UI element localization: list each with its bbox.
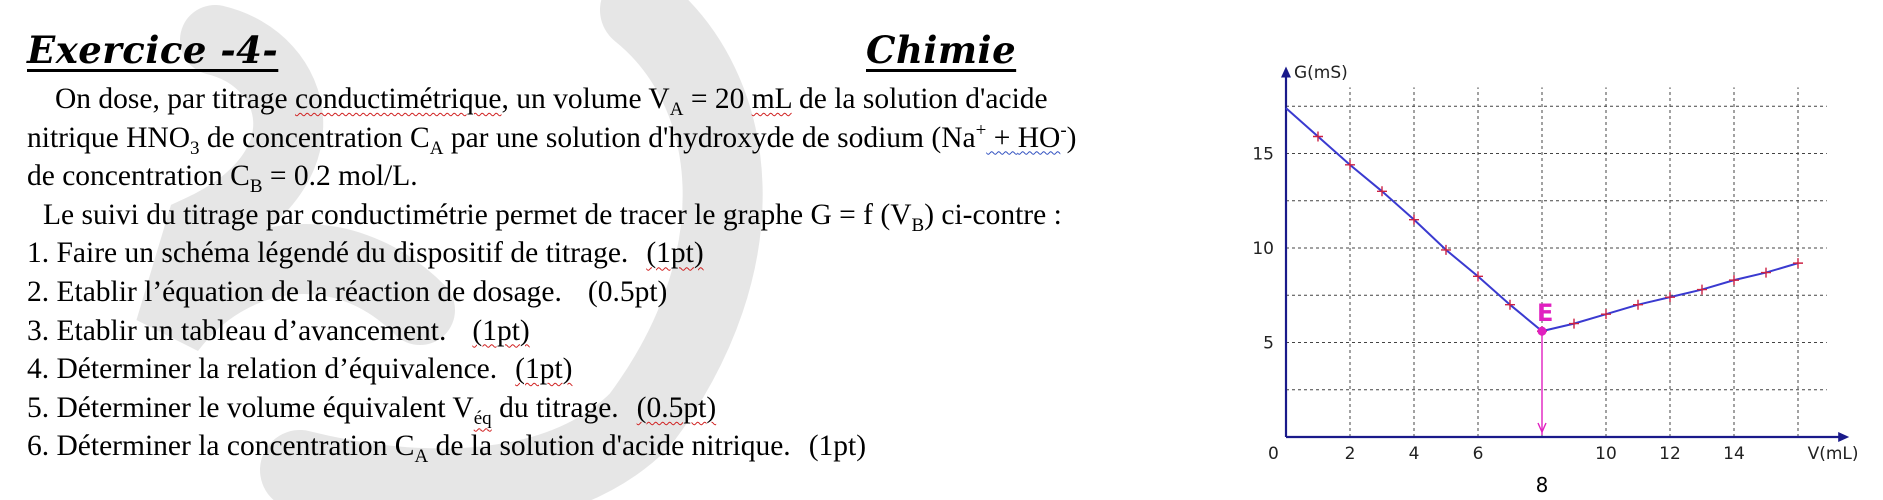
- equivalence-label: E: [1537, 299, 1554, 328]
- data-point-marker: [1665, 292, 1675, 302]
- x-tick-label: 14: [1723, 444, 1745, 464]
- intro-line-3: de concentration $C_B = 0.2$ mol/L.: [27, 160, 418, 198]
- question-points: (1pt): [472, 314, 530, 347]
- intro-line-2: nitrique $HNO_3$ de concentration $C_A$ par une solution d'hydroxyde de sodium (Na+ + HO-): [27, 119, 1077, 159]
- x-axis-arrow: [1838, 432, 1849, 442]
- data-point-marker: [1761, 268, 1771, 278]
- y-tick-label: 5: [1263, 333, 1274, 354]
- x-tick-label: 4: [1408, 444, 1420, 464]
- x-tick-label: 10: [1595, 444, 1617, 464]
- exercise-statement: [27, 80, 1237, 466]
- question-points: (0.5pt): [636, 391, 717, 424]
- question-points: (0.5pt): [587, 275, 668, 308]
- data-point-marker: [1729, 275, 1739, 285]
- y-tick-label: 15: [1252, 144, 1274, 165]
- data-point-marker: [1633, 300, 1643, 310]
- data-point-marker: [1793, 258, 1803, 268]
- x-tick-label: 6: [1472, 444, 1484, 464]
- data-point-marker: [1569, 319, 1579, 329]
- x-tick-label: 2: [1344, 444, 1356, 464]
- subject-title: Chimie: [866, 28, 1017, 72]
- equivalence-x-label: 8: [1535, 473, 1549, 497]
- intro-line-1: On dose, par titrage conductimétrique, un volume $V_A = 20$ mL de la solution d'acide: [55, 83, 1048, 120]
- x-tick-label: 0: [1268, 444, 1279, 464]
- exercise-title: Exercice -4-: [27, 28, 279, 72]
- equivalence-point: [1538, 327, 1547, 336]
- question-2: 2. Etablir l’équation de la réaction de dosage. (0.5pt): [27, 275, 668, 308]
- y-tick-label: 10: [1252, 239, 1274, 259]
- y-axis-label: G(mS): [1294, 62, 1348, 83]
- question-4: 4. Déterminer la relation d’équivalence. (1pt): [27, 353, 573, 386]
- question-points: (1pt): [808, 430, 867, 463]
- y-axis-arrow: [1281, 67, 1291, 78]
- data-point-marker: [1601, 309, 1611, 319]
- question-6: 6. Déterminer la concentration $C_A$ de la solution d'acide nitrique. (1pt): [27, 430, 867, 468]
- conductance-graph: [1236, 60, 1859, 500]
- question-3: 3. Etablir un tableau d’avancement. (1pt): [27, 314, 530, 347]
- question-1: 1. Faire un schéma légendé du dispositif de titrage. (1pt): [27, 237, 704, 270]
- x-axis-label: V(mL): [1807, 444, 1859, 464]
- question-points: (1pt): [515, 353, 573, 386]
- x-tick-label: 12: [1659, 444, 1681, 464]
- question-points: (1pt): [646, 237, 704, 270]
- data-point-marker: [1697, 285, 1707, 295]
- intro-line-4: Le suivi du titrage par conductimétrie permet de tracer le graphe G = f $(V_B)$ ci-contre :: [43, 198, 1062, 236]
- question-5: 5. Déterminer le volume équivalent $V_{éq}$ du titrage. (0.5pt): [27, 391, 717, 429]
